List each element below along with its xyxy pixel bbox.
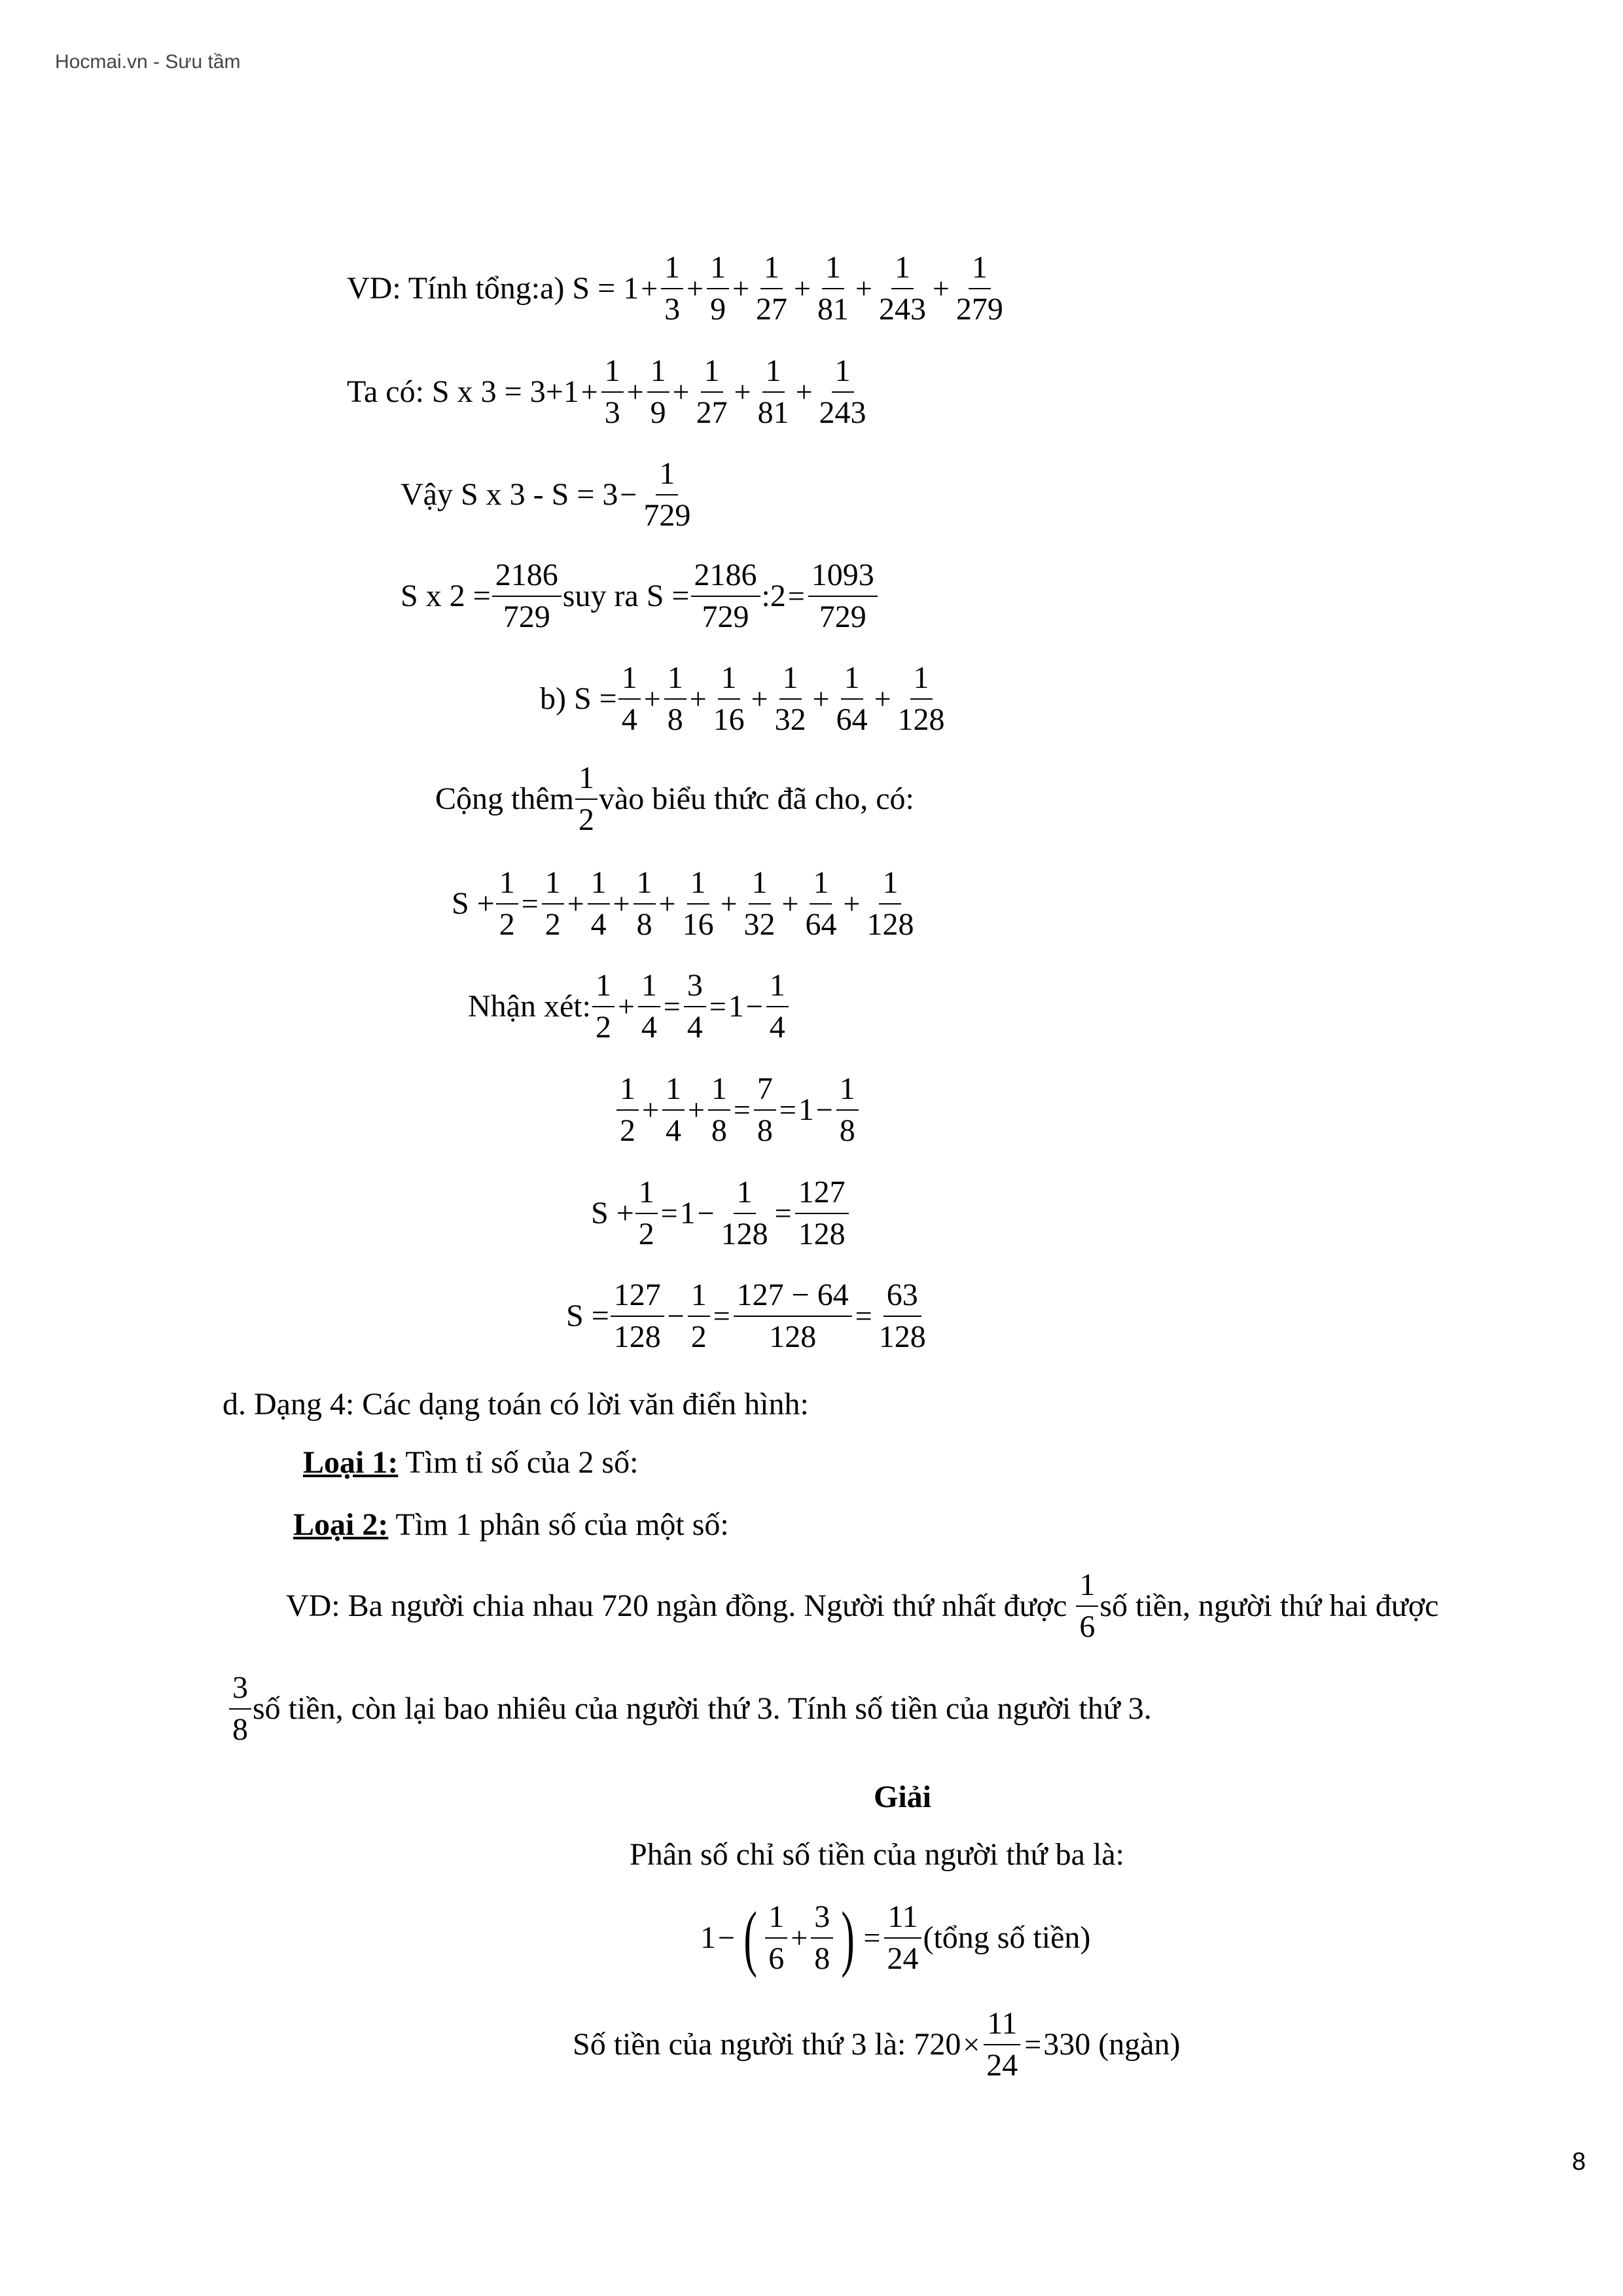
denominator: 32 bbox=[743, 907, 776, 942]
numerator: 127 bbox=[611, 1280, 664, 1317]
fraction bbox=[635, 1177, 658, 1250]
fraction bbox=[753, 252, 791, 325]
numerator: 1 bbox=[647, 355, 669, 393]
math-operator: − bbox=[718, 1921, 735, 1954]
line-prefix: Cộng thêm bbox=[435, 781, 574, 816]
numerator: 11 bbox=[984, 2008, 1020, 2045]
one-term: 1 bbox=[679, 1196, 696, 1230]
solution-line-1-text: Phân số chỉ số tiền của người thứ ba là: bbox=[630, 1837, 1124, 1872]
math-operator: + bbox=[932, 272, 950, 305]
numerator: 1 bbox=[656, 458, 678, 495]
math-operator: + bbox=[643, 682, 661, 715]
example-1b-result bbox=[566, 1280, 931, 1353]
denominator: 8 bbox=[232, 1712, 248, 1747]
line-prefix: S x 2 = bbox=[401, 579, 491, 613]
lead-term: 720 bbox=[914, 2027, 961, 2062]
fraction bbox=[814, 252, 852, 325]
math-operator: − bbox=[697, 1196, 715, 1230]
example-2-prefix: VD: Ba người chia nhau 720 ngàn đồng. Người thứ nhất được bbox=[286, 1588, 1075, 1623]
math-operator: + bbox=[791, 1921, 808, 1954]
denominator: 81 bbox=[757, 395, 789, 430]
denominator: 128 bbox=[798, 1217, 846, 1251]
denominator: 4 bbox=[769, 1010, 785, 1045]
line-prefix: Vậy S x 3 - S = bbox=[401, 477, 595, 512]
fraction bbox=[542, 867, 564, 941]
math-operator: = bbox=[521, 887, 539, 920]
numerator: 63 bbox=[883, 1280, 921, 1317]
denominator: 8 bbox=[839, 1113, 855, 1148]
lead-term: 1 bbox=[700, 1920, 716, 1955]
numerator: 1 bbox=[618, 662, 641, 700]
numerator: 1 bbox=[969, 252, 991, 289]
fraction bbox=[693, 355, 731, 429]
denominator: 2 bbox=[620, 1113, 635, 1148]
math-operator: ) bbox=[841, 1897, 855, 1979]
math-operator: + bbox=[781, 887, 799, 920]
math-operator: = bbox=[855, 1299, 872, 1333]
denominator: 8 bbox=[711, 1113, 727, 1148]
numerator: 1 bbox=[635, 1177, 658, 1214]
denominator: 16 bbox=[682, 907, 714, 942]
example-1b-step-3 bbox=[591, 1177, 850, 1250]
fraction bbox=[734, 1280, 852, 1353]
numerator: 127 − 64 bbox=[734, 1280, 852, 1317]
fraction bbox=[611, 1280, 664, 1353]
denominator: 27 bbox=[696, 395, 728, 430]
solution-heading bbox=[874, 1782, 931, 1813]
denominator: 3 bbox=[664, 292, 681, 327]
denominator: 4 bbox=[590, 907, 607, 942]
fraction bbox=[754, 1073, 776, 1147]
fraction bbox=[816, 355, 870, 429]
fraction bbox=[765, 1901, 787, 1975]
line-prefix: S = bbox=[566, 1299, 609, 1333]
numerator: 1 bbox=[688, 1280, 710, 1317]
loai-1-label: Loại 1: bbox=[303, 1445, 399, 1480]
denominator: 27 bbox=[756, 292, 788, 327]
math-operator: + bbox=[626, 375, 644, 408]
math-operator: = bbox=[663, 990, 681, 1023]
numerator: 1 bbox=[779, 662, 802, 700]
fraction bbox=[741, 867, 779, 941]
example-1b-step-1 bbox=[435, 762, 914, 836]
denominator: 8 bbox=[814, 1941, 830, 1976]
line-prefix: Nhận xét: bbox=[468, 989, 591, 1024]
fraction bbox=[836, 1073, 859, 1147]
loai-1-text: Tìm tỉ số của 2 số: bbox=[398, 1445, 639, 1480]
math-operator: + bbox=[617, 990, 635, 1023]
line-prefix: S + bbox=[591, 1196, 634, 1230]
one-term: 1 bbox=[728, 989, 744, 1024]
numerator: 1 bbox=[661, 252, 683, 289]
math-operator: = bbox=[733, 1093, 751, 1126]
numerator: 1 bbox=[718, 662, 740, 700]
math-operator: − bbox=[667, 1299, 685, 1333]
math-operator: + bbox=[658, 887, 676, 920]
denominator: 279 bbox=[955, 292, 1003, 327]
lead-term: 3 bbox=[602, 477, 618, 512]
fraction bbox=[1076, 1570, 1098, 1643]
numerator: 7 bbox=[754, 1073, 776, 1111]
solution-line-3-suffix: (ngàn) bbox=[1090, 2027, 1181, 2062]
denominator: 128 bbox=[769, 1319, 817, 1354]
fraction bbox=[755, 355, 793, 429]
denominator: 9 bbox=[650, 395, 666, 430]
section-d-text: d. Dạng 4: Các dạng toán có lời văn điển hình: bbox=[223, 1387, 809, 1422]
math-operator: = bbox=[863, 1921, 881, 1954]
example-1a-step-3 bbox=[401, 560, 879, 633]
fraction bbox=[229, 1672, 251, 1746]
math-operator: + bbox=[689, 682, 707, 715]
math-operator: − bbox=[620, 478, 637, 511]
line-suffix: vào biểu thức đã cho, có: bbox=[599, 781, 914, 816]
result-term: 330 bbox=[1043, 2027, 1091, 2062]
fraction bbox=[588, 867, 610, 941]
numerator: 1 bbox=[592, 970, 615, 1007]
math-operator: + bbox=[567, 887, 584, 920]
fraction bbox=[662, 1073, 685, 1147]
fraction bbox=[638, 970, 660, 1043]
fraction bbox=[795, 1177, 849, 1250]
example-2-suffix: số tiền, người thứ hai được bbox=[1099, 1588, 1439, 1623]
denominator: 64 bbox=[805, 907, 837, 942]
numerator: 1 bbox=[734, 1177, 756, 1214]
mid-text: suy ra S = bbox=[562, 579, 690, 613]
numerator: 1 bbox=[701, 355, 723, 393]
numerator: 1 bbox=[810, 867, 832, 905]
numerator: 1 bbox=[616, 1073, 639, 1111]
fraction bbox=[661, 252, 683, 325]
math-operator: + bbox=[732, 272, 750, 305]
denominator: 128 bbox=[866, 907, 914, 942]
loai-2 bbox=[293, 1509, 729, 1541]
fraction bbox=[633, 867, 656, 941]
math-operator: + bbox=[641, 272, 658, 305]
fraction bbox=[691, 560, 760, 633]
numerator: 1 bbox=[836, 1073, 859, 1111]
fraction bbox=[679, 867, 717, 941]
numerator: 1 bbox=[575, 762, 597, 800]
example-2-line-2 bbox=[228, 1672, 1152, 1746]
numerator: 1 bbox=[766, 970, 789, 1007]
denominator: 2 bbox=[579, 802, 594, 837]
example-2-line-1 bbox=[286, 1570, 1438, 1643]
numerator: 1 bbox=[542, 867, 564, 905]
page-number: 8 bbox=[1572, 2148, 1586, 2176]
fraction bbox=[592, 970, 615, 1043]
loai-2-label: Loại 2: bbox=[293, 1507, 389, 1542]
denominator: 4 bbox=[665, 1113, 681, 1148]
fraction bbox=[601, 355, 624, 429]
line-prefix: b) S = bbox=[540, 681, 617, 716]
fraction bbox=[618, 662, 641, 736]
denominator: 8 bbox=[636, 907, 652, 942]
line-prefix: Ta có: S x 3 = bbox=[347, 374, 522, 409]
numerator: 1 bbox=[765, 1901, 787, 1939]
numerator: 1 bbox=[749, 867, 771, 905]
numerator: 3 bbox=[811, 1901, 833, 1939]
numerator: 1 bbox=[664, 662, 687, 700]
solution-line-2-suffix: (tổng số tiền) bbox=[923, 1920, 1091, 1955]
denominator: 2 bbox=[544, 907, 561, 942]
numerator: 1 bbox=[687, 867, 709, 905]
lead-term: 1 bbox=[623, 271, 639, 306]
fraction bbox=[496, 867, 518, 941]
denominator: 8 bbox=[757, 1113, 773, 1148]
denominator: 6 bbox=[768, 1941, 785, 1976]
giai-text: Giải bbox=[874, 1780, 932, 1814]
fraction bbox=[876, 252, 929, 325]
denominator: 128 bbox=[897, 702, 945, 737]
numerator: 1 bbox=[879, 867, 901, 905]
math-operator: + bbox=[672, 375, 690, 408]
numerator: 1 bbox=[1076, 1570, 1098, 1607]
numerator: 1 bbox=[496, 867, 518, 905]
example-1a-step-1 bbox=[347, 355, 871, 429]
math-operator: + bbox=[794, 272, 811, 305]
denominator: 2 bbox=[638, 1217, 654, 1251]
divide-term: :2 bbox=[761, 579, 786, 613]
denominator: 24 bbox=[887, 1941, 919, 1976]
fraction bbox=[876, 1280, 929, 1353]
numerator: 1093 bbox=[808, 560, 878, 597]
math-operator: ( bbox=[743, 1897, 757, 1979]
fraction bbox=[688, 1280, 710, 1353]
fraction bbox=[895, 662, 948, 736]
denominator: 4 bbox=[687, 1010, 703, 1045]
denominator: 128 bbox=[721, 1217, 768, 1251]
numerator: 1 bbox=[822, 252, 844, 289]
math-operator: + bbox=[580, 375, 598, 408]
fraction bbox=[616, 1073, 639, 1147]
math-operator: + bbox=[734, 375, 751, 408]
observation-line-1 bbox=[468, 970, 790, 1043]
fraction bbox=[983, 2008, 1021, 2081]
denominator: 2 bbox=[690, 1319, 707, 1354]
loai-1 bbox=[303, 1447, 638, 1479]
numerator: 1 bbox=[662, 1073, 685, 1111]
page-header: Hocmai.vn - Sưu tầm bbox=[55, 51, 241, 73]
fraction bbox=[640, 458, 694, 531]
numerator: 1 bbox=[762, 355, 785, 393]
math-operator: = bbox=[787, 579, 805, 613]
numerator: 1 bbox=[832, 355, 854, 393]
math-operator: + bbox=[855, 272, 872, 305]
fraction bbox=[863, 867, 917, 941]
math-operator: + bbox=[795, 375, 813, 408]
numerator: 1 bbox=[708, 1073, 730, 1111]
fraction bbox=[707, 252, 729, 325]
math-operator: = bbox=[709, 990, 726, 1023]
solution-line-3-prefix: Số tiền của người thứ 3 là: bbox=[573, 2027, 914, 2062]
denominator: 729 bbox=[643, 498, 691, 533]
numerator: 2186 bbox=[691, 560, 760, 597]
numerator: 3 bbox=[684, 970, 706, 1007]
math-operator: + bbox=[642, 1093, 659, 1126]
math-operator: = bbox=[779, 1093, 796, 1126]
denominator: 24 bbox=[986, 2048, 1018, 2083]
fraction bbox=[575, 762, 597, 836]
numerator: 1 bbox=[910, 662, 933, 700]
math-operator: + bbox=[687, 1093, 705, 1126]
math-operator: + bbox=[812, 682, 830, 715]
fraction bbox=[684, 970, 706, 1043]
fraction bbox=[808, 560, 878, 633]
numerator: 11 bbox=[884, 1901, 921, 1939]
denominator: 4 bbox=[641, 1010, 657, 1045]
numerator: 1 bbox=[601, 355, 624, 393]
numerator: 2186 bbox=[492, 560, 562, 597]
fraction bbox=[811, 1901, 833, 1975]
denominator: 6 bbox=[1079, 1609, 1096, 1644]
example-2-line-2-text: số tiền, còn lại bao nhiêu của người thứ 3. Tính số tiền của người thứ 3. bbox=[253, 1691, 1152, 1726]
fraction bbox=[883, 1901, 921, 1975]
fraction bbox=[664, 662, 687, 736]
one-term: 1 bbox=[798, 1092, 814, 1127]
math-operator: + bbox=[843, 887, 861, 920]
math-operator: + bbox=[687, 272, 704, 305]
fraction bbox=[710, 662, 748, 736]
numerator: 127 bbox=[795, 1177, 849, 1214]
math-operator: − bbox=[745, 990, 763, 1023]
denominator: 81 bbox=[817, 292, 849, 327]
fraction bbox=[953, 252, 1007, 325]
denominator: 64 bbox=[836, 702, 868, 737]
denominator: 8 bbox=[667, 702, 683, 737]
section-d-heading bbox=[223, 1389, 809, 1420]
numerator: 1 bbox=[841, 662, 863, 700]
denominator: 2 bbox=[595, 1010, 611, 1045]
denominator: 729 bbox=[702, 600, 749, 634]
line-prefix: VD: Tính tổng:a) S = bbox=[347, 271, 616, 306]
example-1b-line bbox=[540, 662, 950, 736]
example-1a-step-2 bbox=[401, 458, 695, 531]
example-1b-step-2 bbox=[452, 867, 918, 941]
example-1a-line bbox=[347, 252, 1008, 325]
numerator: 1 bbox=[633, 867, 656, 905]
line-prefix: S + bbox=[452, 886, 495, 921]
numerator: 3 bbox=[229, 1672, 251, 1710]
solution-line-2 bbox=[700, 1897, 1091, 1979]
numerator: 1 bbox=[707, 252, 729, 289]
solution-line-1 bbox=[630, 1839, 1124, 1871]
math-operator: × bbox=[963, 2028, 980, 2061]
denominator: 729 bbox=[819, 600, 866, 634]
fraction bbox=[833, 662, 871, 736]
math-operator: = bbox=[774, 1196, 792, 1230]
denominator: 2 bbox=[499, 907, 515, 942]
fraction bbox=[492, 560, 562, 633]
observation-line-2 bbox=[615, 1073, 860, 1147]
fraction bbox=[802, 867, 840, 941]
fraction bbox=[647, 355, 669, 429]
loai-2-text: Tìm 1 phân số của một số: bbox=[388, 1507, 729, 1542]
fraction bbox=[708, 1073, 730, 1147]
denominator: 128 bbox=[878, 1319, 926, 1354]
numerator: 1 bbox=[638, 970, 660, 1007]
math-operator: + bbox=[874, 682, 891, 715]
denominator: 128 bbox=[613, 1319, 661, 1354]
math-operator: = bbox=[660, 1196, 678, 1230]
numerator: 1 bbox=[891, 252, 914, 289]
denominator: 729 bbox=[503, 600, 550, 634]
math-operator: = bbox=[1024, 2028, 1042, 2061]
math-operator: + bbox=[751, 682, 768, 715]
fraction bbox=[766, 970, 789, 1043]
denominator: 9 bbox=[710, 292, 726, 327]
denominator: 32 bbox=[774, 702, 806, 737]
math-operator: − bbox=[815, 1093, 833, 1126]
numerator: 1 bbox=[760, 252, 783, 289]
denominator: 243 bbox=[878, 292, 926, 327]
denominator: 4 bbox=[621, 702, 637, 737]
fraction bbox=[718, 1177, 772, 1250]
denominator: 243 bbox=[819, 395, 866, 430]
lead-term: 3+1 bbox=[529, 374, 579, 409]
fraction bbox=[772, 662, 810, 736]
math-operator: + bbox=[720, 887, 738, 920]
denominator: 16 bbox=[713, 702, 745, 737]
solution-line-3 bbox=[573, 2008, 1181, 2081]
math-operator: + bbox=[613, 887, 630, 920]
numerator: 1 bbox=[588, 867, 610, 905]
math-operator: = bbox=[713, 1299, 730, 1333]
denominator: 3 bbox=[604, 395, 620, 430]
